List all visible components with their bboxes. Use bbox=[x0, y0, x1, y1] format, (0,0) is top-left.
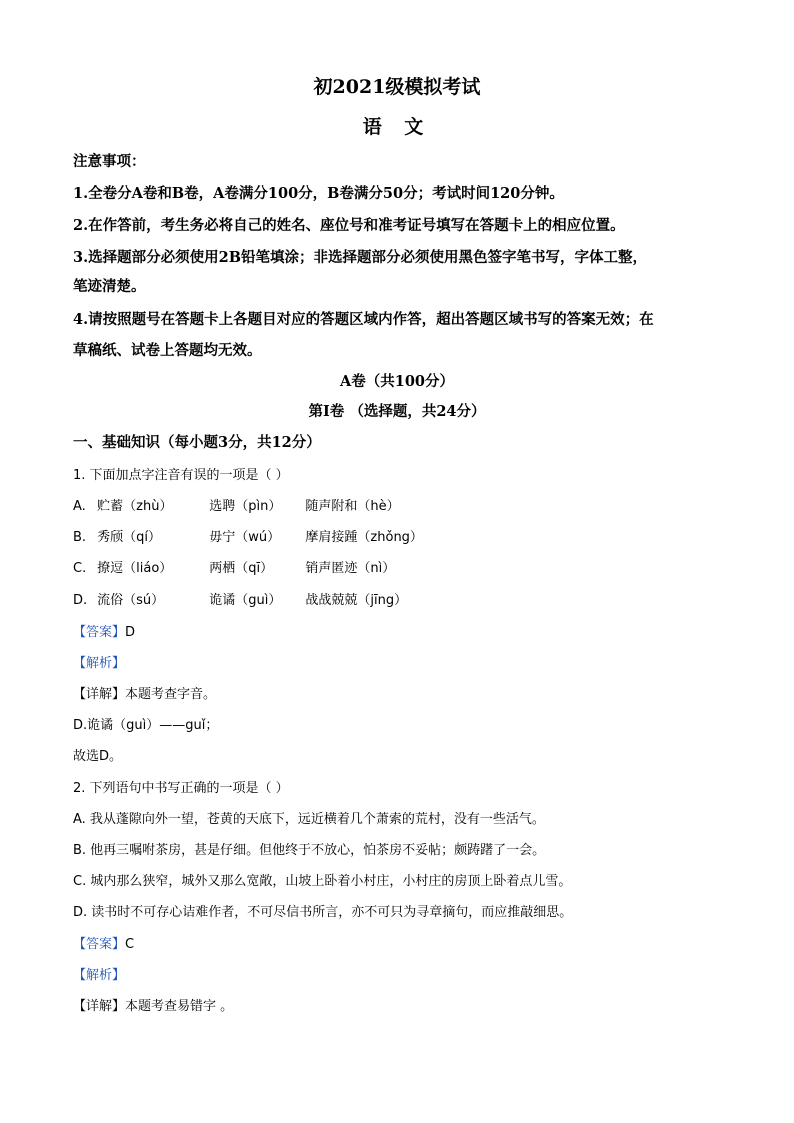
detail-text: 本题考查字音。 bbox=[125, 687, 217, 702]
section-heading: 一、基础知识（每小题3分，共12分） bbox=[73, 434, 321, 451]
answer-value: D bbox=[125, 625, 136, 640]
question-2-stem: 2. 下列语句中书写正确的一项是（ ） bbox=[73, 781, 289, 796]
note-item: 笔迹清楚。 bbox=[73, 278, 146, 295]
detail-text: 本题考查易错字 。 bbox=[125, 999, 234, 1014]
question-1-option-d: D. 流俗（sú） 诡谲（guì） 战战兢兢（jīng） bbox=[73, 593, 408, 608]
question-2-option-a: A. 我从蓬隙向外一望，苍黄的天底下，远近横着几个萧索的荒村，没有一些活气。 bbox=[73, 812, 545, 827]
question-1-conclusion: 故选D。 bbox=[73, 749, 123, 764]
note-item: 3.选择题部分必须使用2B铅笔填涂；非选择题部分必须使用黑色签字笔书写，字体工整， bbox=[73, 249, 647, 266]
note-item: 2.在作答前，考生务必将自己的姓名、座位号和准考证号填写在答题卡上的相应位置。 bbox=[73, 217, 625, 234]
answer-value: C bbox=[125, 937, 135, 952]
question-1-option-b: B. 秀颀（qí） 毋宁（wú） 摩肩接踵（zhǒng） bbox=[73, 530, 423, 545]
subject-title: 语 文 bbox=[362, 116, 432, 138]
question-1-answer bbox=[73, 621, 723, 640]
question-1-detail bbox=[73, 683, 723, 702]
question-2-analysis-tag: 【解析】 bbox=[73, 968, 126, 983]
detail-tag: 【详解】 bbox=[73, 687, 126, 702]
note-item: 草稿纸、试卷上答题均无效。 bbox=[73, 342, 262, 359]
exam-title: 初2021级模拟考试 bbox=[313, 76, 481, 98]
question-1-explanation-line: D.诡谲（guì）——guǐ； bbox=[73, 718, 219, 733]
question-2-option-c: C. 城内那么狭窄，城外又那么宽敞，山坡上卧着小村庄，小村庄的房顶上卧着点儿雪。 bbox=[73, 874, 572, 889]
notes-heading: 注意事项： bbox=[73, 153, 146, 170]
question-2-answer bbox=[73, 933, 723, 952]
volume-heading: A卷（共100分） bbox=[339, 373, 455, 390]
question-1-option-c: C. 撩逗（liáo） 两栖（qī） 销声匿迹（nì） bbox=[73, 561, 396, 576]
answer-tag: 【答案】 bbox=[73, 625, 126, 640]
note-item: 1.全卷分A卷和B卷，A卷满分100分，B卷满分50分；考试时间120分钟。 bbox=[73, 185, 564, 202]
answer-tag: 【答案】 bbox=[73, 937, 126, 952]
detail-tag: 【详解】 bbox=[73, 999, 126, 1014]
question-1-stem: 1. 下面加点字注音有误的一项是（ ） bbox=[73, 468, 289, 483]
question-1-analysis-tag: 【解析】 bbox=[73, 656, 126, 671]
note-item: 4.请按照题号在答题卡上各题目对应的答题区域内作答，超出答题区域书写的答案无效；在 bbox=[73, 311, 654, 328]
part-heading: 第Ⅰ卷 （选择题，共24分） bbox=[308, 403, 486, 420]
question-2-detail bbox=[73, 995, 723, 1014]
question-2-option-b: B. 他再三嘱咐茶房，甚是仔细。但他终于不放心，怕茶房不妥帖；颇踌躇了一会。 bbox=[73, 843, 546, 858]
question-1-option-a: A. 贮蓄（zhù） 选聘（pìn） 随声附和（hè） bbox=[73, 499, 400, 514]
question-2-option-d: D. 读书时不可存心诘难作者，不可尽信书所言，亦不可只为寻章摘句，而应推敲细思。 bbox=[73, 905, 573, 920]
